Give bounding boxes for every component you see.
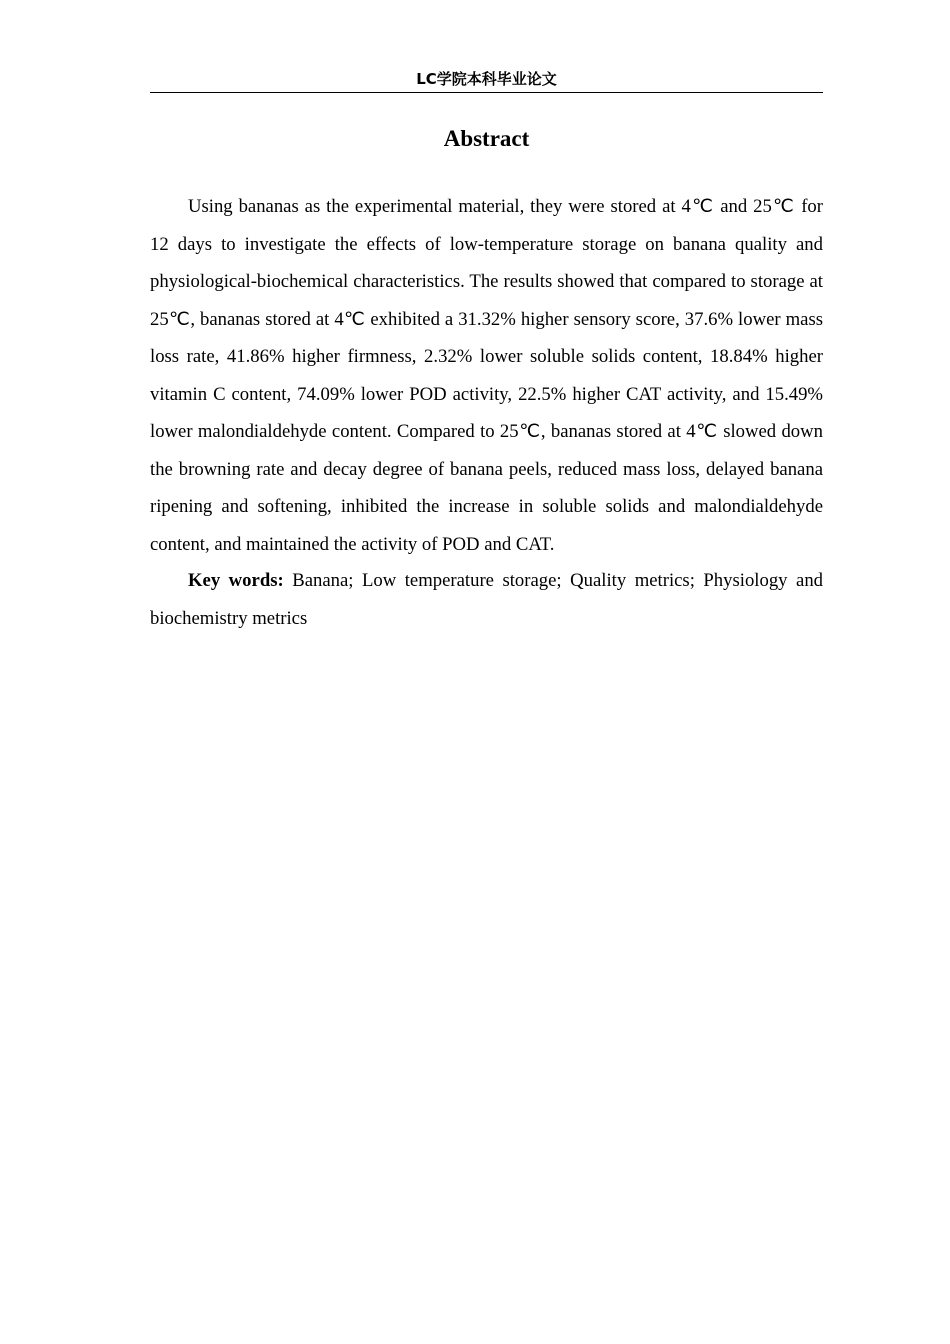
keywords-label: Key words: [188, 570, 284, 591]
keywords-paragraph [150, 562, 823, 637]
header-title: LC学院本科毕业论文 [416, 70, 557, 88]
abstract-body: Using bananas as the experimental material, they were stored at 4℃ and 25℃ for 12 days to investigate the effects of low-temperature storage on banana quality and physiological-biochemical characteristics. The results showed that compared to storage at 25℃, bananas stored at 4℃ exhibited a 31.32% higher sensory score, 37.6% lower mass loss rate, 41.86% higher firmness, 2.32% lower soluble solids content, 18.84% higher vitamin C content, 74.09% lower POD activity, 22.5% higher CAT activity, and 15.49% lower malondialdehyde content. Compared to 25℃, bananas stored at 4℃ slowed down the browning rate and decay degree of banana peels, reduced mass loss, delayed banana ripening and softening, inhibited the increase in soluble solids and malondialdehyde content, and maintained the activity of POD and CAT. [150, 196, 823, 555]
abstract-title: Abstract [443, 126, 530, 151]
page-header [150, 66, 823, 93]
keywords-text: Banana; Low temperature storage; Quality metrics; Physiology and biochemistry metrics [150, 570, 824, 629]
